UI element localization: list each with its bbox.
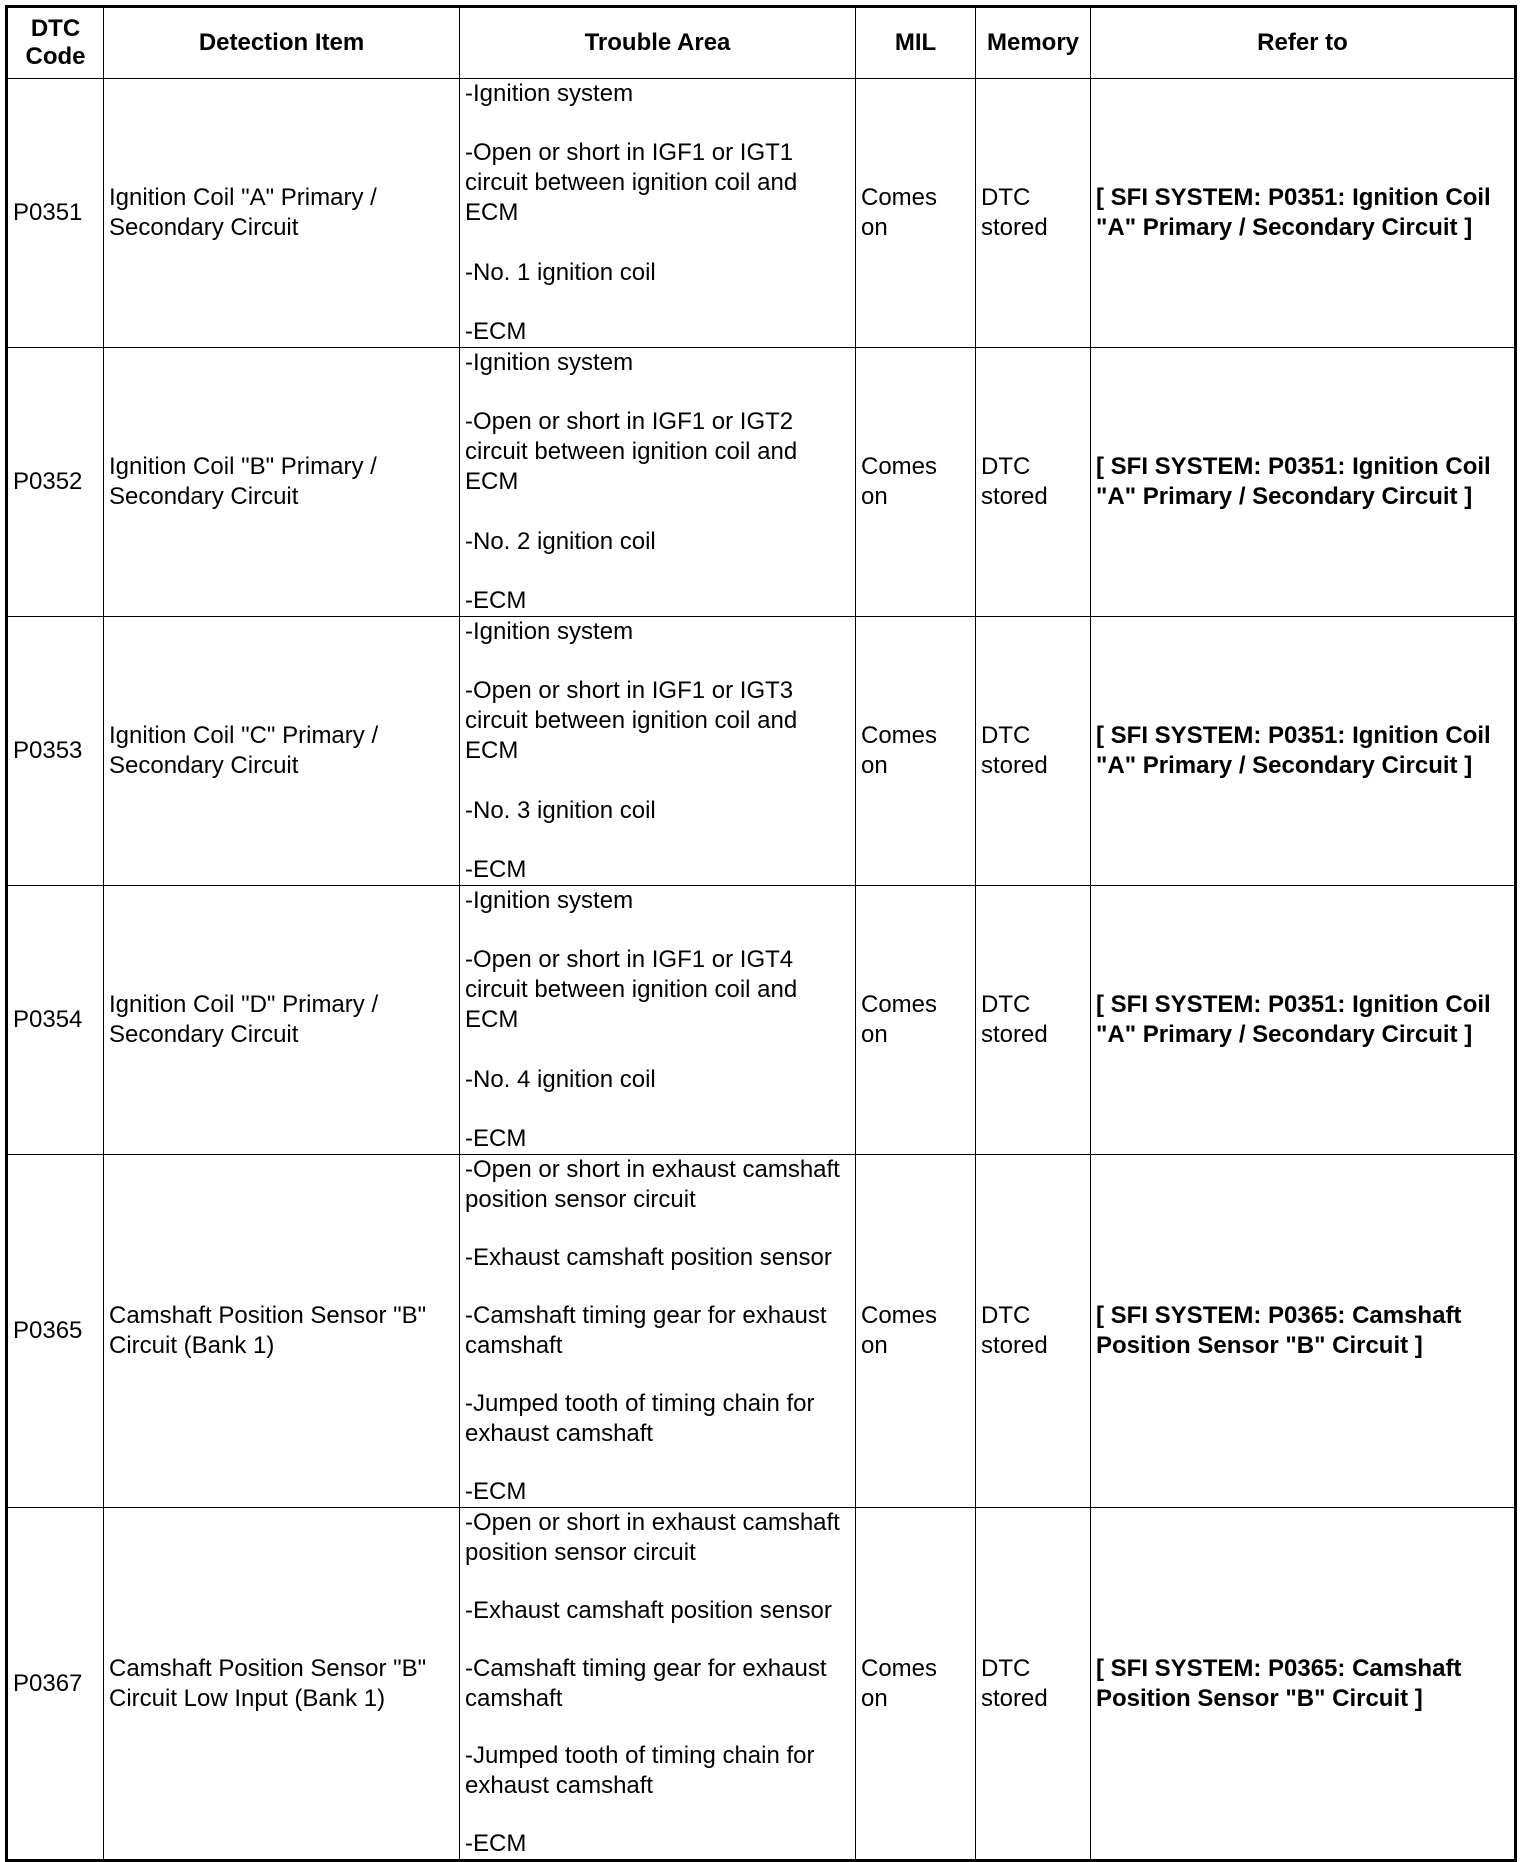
trouble-area-item: -Exhaust camshaft position sensor bbox=[465, 1596, 832, 1624]
trouble-area-item: -Open or short in IGF1 or IGT1 circuit between ignition coil and ECM bbox=[465, 139, 798, 227]
table-body bbox=[7, 79, 1516, 1861]
trouble-area-item: -Open or short in exhaust camshaft position sensor circuit bbox=[465, 1509, 840, 1566]
memory-cell: DTC stored bbox=[976, 348, 1091, 617]
trouble-area-cell bbox=[460, 886, 856, 1155]
dtc-code-cell: P0351 bbox=[7, 79, 104, 348]
trouble-area-list bbox=[465, 348, 850, 616]
header-mil: MIL bbox=[856, 7, 976, 79]
memory-cell: DTC stored bbox=[976, 79, 1091, 348]
table-row bbox=[7, 886, 1516, 1155]
header-row bbox=[7, 7, 1516, 79]
header-dtc-code: DTC Code bbox=[7, 7, 104, 79]
trouble-area-list bbox=[465, 617, 850, 885]
trouble-area-cell bbox=[460, 617, 856, 886]
dtc-table bbox=[5, 5, 1517, 1862]
trouble-area-item: -Open or short in IGF1 or IGT2 circuit between ignition coil and ECM bbox=[465, 408, 798, 496]
detection-item-cell: Ignition Coil "C" Primary / Secondary Circuit bbox=[104, 617, 460, 886]
mil-cell: Comes on bbox=[856, 1155, 976, 1508]
trouble-area-cell bbox=[460, 1508, 856, 1861]
trouble-area-cell bbox=[460, 348, 856, 617]
trouble-area-item: -Open or short in exhaust camshaft position sensor circuit bbox=[465, 1156, 840, 1213]
refer-to-link[interactable]: [ SFI SYSTEM: P0351: Ignition Coil "A" Primary / Secondary Circuit ] bbox=[1091, 79, 1516, 348]
trouble-area-item: -Ignition system bbox=[465, 80, 634, 107]
trouble-area-item: -Camshaft timing gear for exhaust camshaft bbox=[465, 1654, 827, 1712]
header-detection-item: Detection Item bbox=[104, 7, 460, 79]
header-memory: Memory bbox=[976, 7, 1091, 79]
trouble-area-item: -Jumped tooth of timing chain for exhaust camshaft bbox=[465, 1742, 815, 1800]
trouble-area-item: -Jumped tooth of timing chain for exhaust camshaft bbox=[465, 1390, 815, 1447]
trouble-area-item: -ECM bbox=[465, 855, 527, 883]
memory-cell: DTC stored bbox=[976, 617, 1091, 886]
trouble-area-item: -Open or short in IGF1 or IGT4 circuit between ignition coil and ECM bbox=[465, 946, 798, 1034]
mil-cell: Comes on bbox=[856, 348, 976, 617]
dtc-code-cell: P0353 bbox=[7, 617, 104, 886]
dtc-code-cell: P0365 bbox=[7, 1155, 104, 1508]
trouble-area-item: -Ignition system bbox=[465, 618, 634, 645]
detection-item-cell: Ignition Coil "D" Primary / Secondary Circuit bbox=[104, 886, 460, 1155]
trouble-area-item: -ECM bbox=[465, 1478, 527, 1505]
refer-to-link[interactable]: [ SFI SYSTEM: P0365: Camshaft Position Sensor "B" Circuit ] bbox=[1091, 1508, 1516, 1861]
memory-cell: DTC stored bbox=[976, 1155, 1091, 1508]
trouble-area-item: -Ignition system bbox=[465, 887, 634, 914]
table-header bbox=[7, 7, 1516, 79]
table-row bbox=[7, 79, 1516, 348]
table-row bbox=[7, 1155, 1516, 1508]
trouble-area-item: -ECM bbox=[465, 586, 527, 614]
refer-to-link[interactable]: [ SFI SYSTEM: P0365: Camshaft Position Sensor "B" Circuit ] bbox=[1091, 1155, 1516, 1508]
trouble-area-item: -No. 3 ignition coil bbox=[465, 796, 656, 824]
trouble-area-item: -Exhaust camshaft position sensor bbox=[465, 1244, 832, 1271]
trouble-area-item: -ECM bbox=[465, 1830, 527, 1857]
mil-cell: Comes on bbox=[856, 617, 976, 886]
trouble-area-cell bbox=[460, 1155, 856, 1508]
trouble-area-item: -ECM bbox=[465, 1124, 527, 1152]
trouble-area-list bbox=[465, 79, 850, 347]
refer-to-link[interactable]: [ SFI SYSTEM: P0351: Ignition Coil "A" Primary / Secondary Circuit ] bbox=[1091, 886, 1516, 1155]
trouble-area-item: -Open or short in IGF1 or IGT3 circuit between ignition coil and ECM bbox=[465, 677, 798, 765]
dtc-code-cell: P0354 bbox=[7, 886, 104, 1155]
trouble-area-list bbox=[465, 1508, 850, 1859]
memory-cell: DTC stored bbox=[976, 886, 1091, 1155]
refer-to-link[interactable]: [ SFI SYSTEM: P0351: Ignition Coil "A" Primary / Secondary Circuit ] bbox=[1091, 348, 1516, 617]
trouble-area-item: -Camshaft timing gear for exhaust camshaft bbox=[465, 1302, 827, 1359]
detection-item-cell: Camshaft Position Sensor "B" Circuit Low Input (Bank 1) bbox=[104, 1508, 460, 1861]
detection-item-cell: Camshaft Position Sensor "B" Circuit (Bank 1) bbox=[104, 1155, 460, 1508]
dtc-code-cell: P0352 bbox=[7, 348, 104, 617]
trouble-area-item: -No. 1 ignition coil bbox=[465, 258, 656, 286]
refer-to-link[interactable]: [ SFI SYSTEM: P0351: Ignition Coil "A" Primary / Secondary Circuit ] bbox=[1091, 617, 1516, 886]
trouble-area-item: -Ignition system bbox=[465, 349, 634, 376]
mil-cell: Comes on bbox=[856, 79, 976, 348]
table-row bbox=[7, 348, 1516, 617]
header-trouble-area: Trouble Area bbox=[460, 7, 856, 79]
trouble-area-list bbox=[465, 1155, 850, 1507]
trouble-area-cell bbox=[460, 79, 856, 348]
dtc-code-cell: P0367 bbox=[7, 1508, 104, 1861]
trouble-area-list bbox=[465, 886, 850, 1154]
mil-cell: Comes on bbox=[856, 886, 976, 1155]
table-row bbox=[7, 617, 1516, 886]
mil-cell: Comes on bbox=[856, 1508, 976, 1861]
trouble-area-item: -No. 4 ignition coil bbox=[465, 1065, 656, 1093]
header-refer-to: Refer to bbox=[1091, 7, 1516, 79]
detection-item-cell: Ignition Coil "B" Primary / Secondary Circuit bbox=[104, 348, 460, 617]
trouble-area-item: -ECM bbox=[465, 317, 527, 345]
trouble-area-item: -No. 2 ignition coil bbox=[465, 527, 656, 555]
memory-cell: DTC stored bbox=[976, 1508, 1091, 1861]
table-row bbox=[7, 1508, 1516, 1861]
detection-item-cell: Ignition Coil "A" Primary / Secondary Circuit bbox=[104, 79, 460, 348]
